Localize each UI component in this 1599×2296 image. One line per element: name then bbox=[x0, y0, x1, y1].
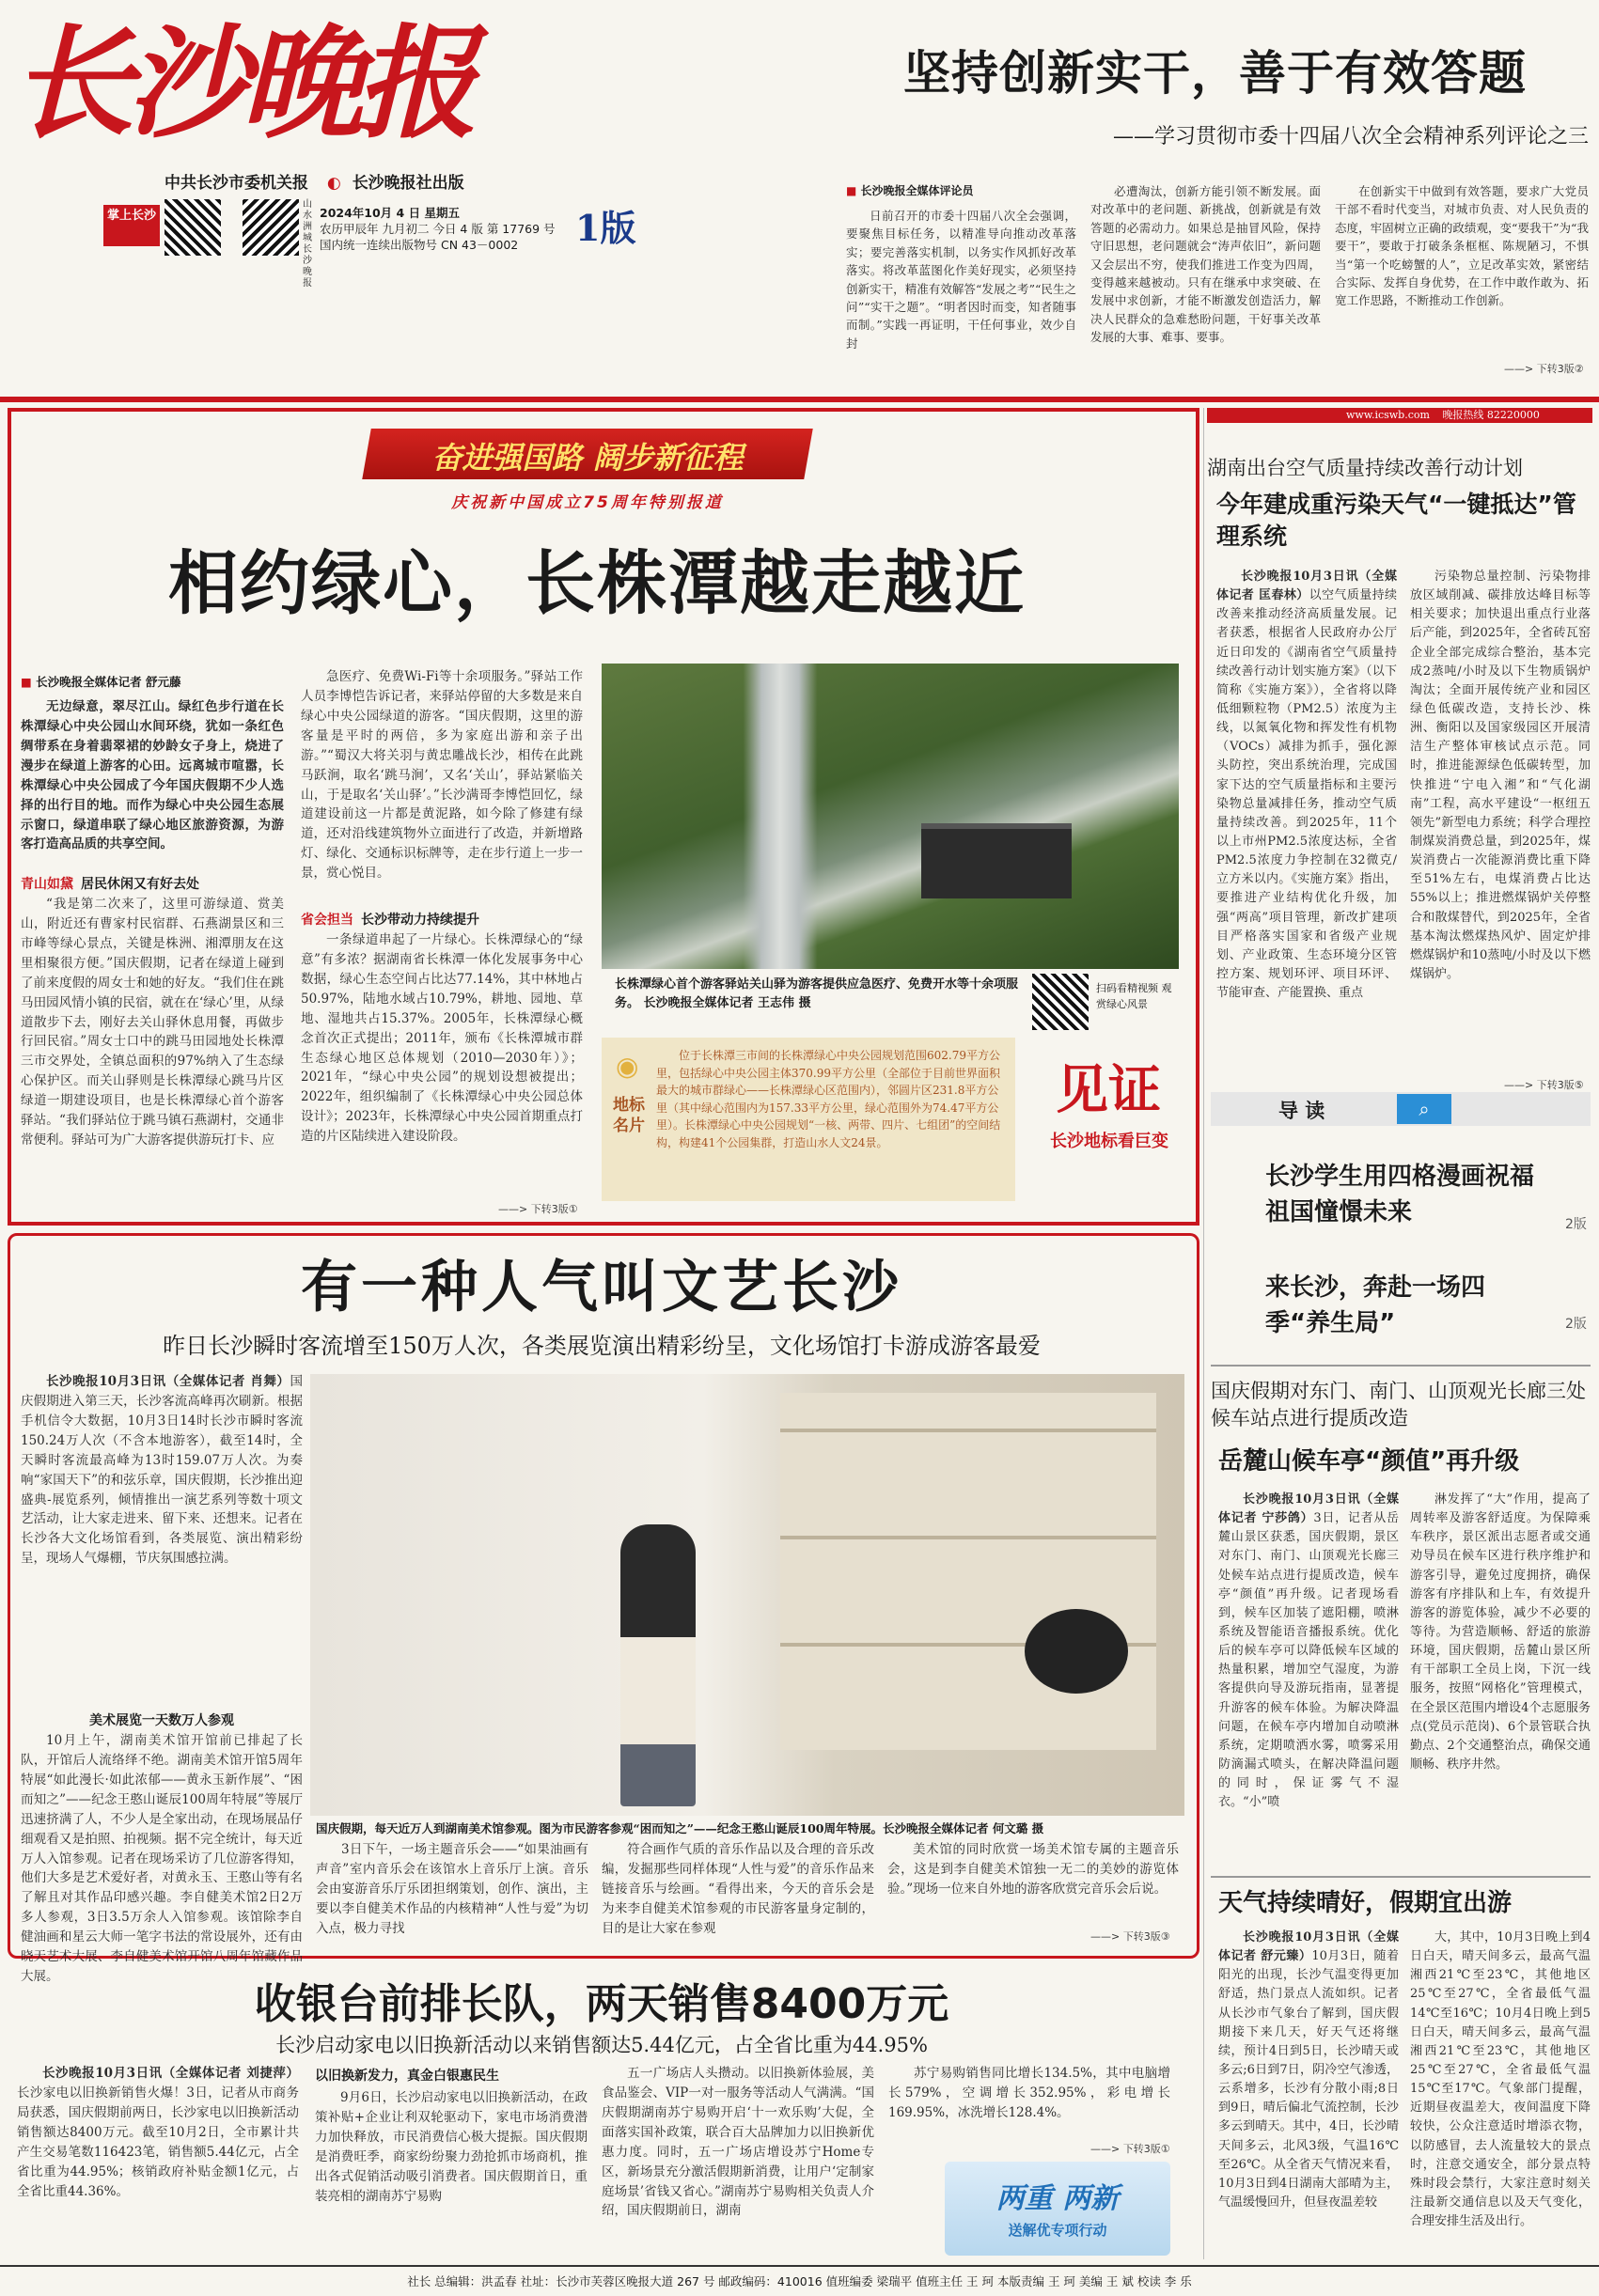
app-badge[interactable]: 掌上长沙 bbox=[103, 205, 160, 246]
shopping-col3: 五一广场店人头攒动。以旧换新体验展，美食品鉴会、VIP一对一服务等活动人气满满。“国庆假期湖南苏宁易购开启‘十一欢乐购’大促，全面落实国补政策，联合百大品牌加力以旧换新优惠力度。同时，五一广场店增设苏宁Home专区，新场景充分激活假期新消费，让用户‘定制家庭场景’省钱又省心。”湖南苏宁易购相关负责人介绍，国庆假期前日，湖南 bbox=[602, 2066, 874, 2219]
issue-lunar: 农历甲辰年 九月初二 今日 4 版 第 17769 号 bbox=[320, 222, 556, 236]
weather-col1: 长沙晚报10月3日讯（全媒体记者 舒元臻）10月3日，随着阳光的出现，长沙气温变得更加舒适，热门景点人流如织。记者从长沙市气象台了解到，国庆假期接下来几天，好天气还将继续，预计4日到5日，长沙晴天或多云;6日到7日，阴冷空气渗透，云系增多，长沙有分散小雨;8日到9日，晴后偏北气流控制，长沙多云到晴天。其中，4日，长沙晴天间多云，北风3级，气温16℃至26℃。从全省天气情况来看，10月3日到4日湖南大部晴为主，气温缓慢回升，但昼夜温差较 bbox=[1218, 1930, 1399, 2210]
park-col2: 淋发挥了“大”作用，提高了周转率及游客舒适度。为保障乘车秩序，景区派出志愿者或交通劝导员在候车区进行秩序维护和游客引导，避免过度拥挤，确保游客有序排队和上车，有效提升游客的游览体验，减少不必要的等待。为营造顺畅、舒适的旅游环境，国庆假期，岳麓山景区所有干部职工全员上岗，下沉一线服务，按照“网格化”管理模式，在全景区范围内增设4个志愿服务点(党员示范岗)、6个景管联合执勤点、2个交通整治点，确保交通顺畅、秩序井然。 bbox=[1410, 1492, 1591, 1772]
air-turn[interactable]: ——> 下转3版⑤ bbox=[1504, 1079, 1584, 1091]
lead-intro: 无边绿意，翠尽江山。绿红色步行道在长株潭绿心中央公园山水间环绕，犹如一条红色绸带系在身着翡翠裙的妙龄女子身上，烧进了漫步在绿道上游客的心田。远离城市喧嚣，长株潭绿心中央公园成了今年国庆假期不少人选择的出行目的地。而作为绿心中央公园生态展示窗口，绿道串联了绿心地区旅游资源，为游客打造高品质的共享空间。 bbox=[21, 699, 284, 852]
site-bar bbox=[1207, 408, 1592, 423]
weather-byline: 长沙晚报10月3日讯（全媒体记者 舒元臻） bbox=[1218, 1930, 1399, 1964]
park-byline: 长沙晚报10月3日讯（全媒体记者 宁莎鸽） bbox=[1218, 1492, 1399, 1526]
weather-title[interactable]: 天气持续晴好，假期宜出游 bbox=[1218, 1889, 1513, 1917]
culture-col1-bottom: 10月上午，湖南美术馆开馆前已排起了长队，开馆后人流络绎不绝。湖南美术馆开馆5周年特展“如此漫长·如此浓郁——黄永玉新作展”、“困而知之”——纪念王憨山诞辰100周年特展”等展厅迅速挤满了人，不少人是全家出动，在现场展品仔细观看又是拍照、拍视频。据不完全统计，每天近万人入馆参观。记者在现场采访了几位游客得知，他们大多是艺术爱好者，对黄永玉、王憨山等有名了解且对其作品印感兴趣。李自健美术馆2日2万多人参观，3日3.5万余人入馆参观。该馆除李自健油画和星云大师一笔字书法的常设展外，还有由晓天艺术大展、李自健美术馆开馆八周年馆藏作品大展。 bbox=[21, 1733, 303, 1985]
lead-col2: 急医疗、免费Wi-Fi等十余项服务。”驿站工作人员李博恺告诉记者，来驿站停留的大多数是来自绿心中央公园绿道的游客。“国庆假期，这里的游客量是平时的两倍，多为家庭出游和亲子出游。”“蜀汉大将关羽与黄忠雕战长沙，相传在此跳马跃涧，取名‘跳马涧’，又名‘关山’，驿站紧临关山，于是取名‘关山驿’。”长沙满哥李博恺回忆，绿道建设前这一片都是黄泥路，如今除了修建有绿道，还对沿线建筑物外立面进行了改造，并新增路灯、绿化、交通标识标牌等，走在步行道上一步一景，赏心悦目。 bbox=[301, 669, 583, 882]
lead-banner: 奋进强国路 阔步新征程 bbox=[431, 440, 744, 476]
park-divider bbox=[1211, 1876, 1591, 1878]
sponsor-text: 中共长沙市委机关报 bbox=[165, 174, 308, 193]
shopping-col4: 苏宁易购销售同比增长134.5%，其中电脑增长579%，空调增长352.95%，彩电增长169.95%，冰洗增长128.4%。 bbox=[888, 2066, 1170, 2120]
building-shape bbox=[921, 823, 1072, 898]
lead-banner-sub: 庆祝新中国成立75周年特别报道 bbox=[451, 493, 724, 512]
visitor-figure bbox=[620, 1524, 696, 1806]
sponsor-line bbox=[165, 169, 464, 193]
lead-title[interactable]: 相约绿心，长株潭越走越近 bbox=[168, 543, 1026, 624]
air-title[interactable]: 今年建成重污染天气“一键抵达”管理系统 bbox=[1216, 491, 1576, 550]
shopping-turn[interactable]: ——> 下转3版① bbox=[1090, 2143, 1170, 2155]
policy-badge[interactable] bbox=[945, 2162, 1170, 2256]
location-pin-icon: ◉ bbox=[616, 1051, 639, 1082]
policy-badge-sub: 送解优专项行动 bbox=[1008, 2222, 1107, 2239]
qr-code-2[interactable] bbox=[243, 199, 299, 256]
lead-byline: ■ 长沙晚报全媒体记者 舒元藤 bbox=[21, 675, 181, 689]
stamp-subtitle: 长沙地标看巨变 bbox=[1050, 1132, 1168, 1151]
culture-photo-caption: 国庆假期，每天近万人到湖南美术馆参观。图为市民游客参观“困而知之”——纪念王憨山诞辰100周年特展。长沙晚报全媒体记者 何文璐 摄 bbox=[316, 1821, 1044, 1835]
shopping-byline: 长沙晚报10月3日讯（全媒体记者 刘捷萍） bbox=[42, 2066, 299, 2081]
park-col1: 长沙晚报10月3日讯（全媒体记者 宁莎鸽）3日，记者从岳麓山景区获悉，国庆假期，景区对东门、南门、山顶观光长廊三处候车站点进行提质改造，候车亭“颜值”再升级。记者现场看到，候车区加装了遮阳棚，喷淋系统及智能语音播报系统。优化后的候车亭可以降低候车区域的热量积累，增加空气湿度，为游客提供向导及游玩指南，显著提升游客的候车体验。为解决降温问题，在候车亭内增加自动喷淋系统，定期喷洒水雾，喷雾采用防滴漏式喷头，在解决降温问题的同时，保证雾气不湿衣。“小”喷 bbox=[1218, 1492, 1399, 1810]
issue-info bbox=[320, 205, 564, 253]
culture-col1-top: 长沙晚报10月3日讯（全媒体记者 肖舞）国庆假期进入第三天，长沙客流高峰再次刷新。根据手机信令大数据，10月3日14时长沙市瞬时客流150.24万人次（不含本地游客），截至14时，全天瞬时客流最高峰为13时159.07万人次。为奏响“家国天下”的和弦乐章，国庆假期，长沙推出迎盛典-展览系列，倾情推出一演艺系列等数十项文艺活动，让大家走进来、留下来、还想来。记者在长沙各大文化场馆看到，各类展览、演出精彩纷呈，现场人气爆棚，节庆氛围感拉满。 bbox=[21, 1374, 303, 1567]
park-title[interactable]: 岳麓山候车亭“颜值”再升级 bbox=[1218, 1447, 1520, 1476]
lead-qr-code[interactable] bbox=[1032, 974, 1089, 1030]
culture-photo[interactable] bbox=[310, 1374, 1184, 1816]
landmark-card-label: 地标名片 bbox=[613, 1096, 645, 1136]
culture-col3: 符合画作气质的音乐作品以及合理的音乐改编，发掘那些同样体现“人性与爱”的音乐作品来链接音乐与绘画。“看得出来，今天的音乐会是为来李自健美术馆参观的市民游客量身定制的，目的是让大家在参观 bbox=[602, 1842, 874, 1936]
lead-section1-head: 青山如黛 居民休闲又有好去处 bbox=[21, 877, 199, 892]
air-col1: 长沙晚报10月3日讯（全媒体记者 匡春林）以空气质量持续改善来推动经济高质量发展。记者获悉，根据省人民政府办公厅近日印发的《湖南省空气质量持续改善行动计划实施方案》（以下简称《实施方案》），全省将以降低细颗粒物（PM2.5）浓度为主线，以氮氧化物和挥发性有机物（VOCs）减排为抓手，强化源头防控，突出系统治理，完成国家下达的空气质量指标和主要污染物总量减排任务，推动空气质量持续改善。到2025年，11个以上市州PM2.5浓度达标，全省PM2.5浓度力争控制在32微克/立方米以内。《实施方案》指出，要推进产业结构优化升级，加强“两高”项目管理，新改扩建项目严格落实国家和省级产业规划、产业政策、生态环境分区管控方案、规划环评、项目环评、节能审查、产能置换、重点 bbox=[1216, 570, 1397, 1001]
lead-section1-body: “我是第二次来了，这里可游绿道、赏美山，附近还有曹家村民宿群、石燕湖景区和三市峰等绿心景点，关键是株洲、湘潭朋友在这里相聚很方便。”国庆假期，记者在绿道上碰到了前来度假的周女士和她的好友。“我们住在跳马田园风情小镇的民宿，就在在‘绿心’里，从绿道散步下去，刚好去关山驿休息用餐，再做步行回民宿。”周女士口中的跳马田园地处长株潭三市交界处，全镇总面积的97%纳入了生态绿心保护区。而关山驿则是长株潭绿心跳马片区绿道一期建设项目，也是长株潭绿心首个游客驿站。“我们驿站位于跳马镇石燕湖村，交通非常便利。驿站可为广大游客提供游玩打卡、应 bbox=[21, 897, 284, 1148]
lead-turn[interactable]: ——> 下转3版① bbox=[498, 1203, 578, 1215]
air-kicker: 湖南出台空气质量持续改善行动计划 bbox=[1207, 457, 1523, 479]
hotline: 晚报热线 82220000 bbox=[1442, 409, 1540, 421]
publisher-emblem-icon: ◐ bbox=[326, 174, 341, 193]
issue-cn: 国内统一连续出版物号 CN 43－0002 bbox=[320, 238, 519, 252]
masthead-logo bbox=[11, 13, 472, 154]
air-col2: 污染物总量控制、污染物排放区域削减、碳排放达峰目标等相关要求；加快退出重点行业落后产能，到2025年，全省砖瓦窑企业全部完成综合整治，基本完成2蒸吨/小时及以下生物质锅炉淘汰；全面开展传统产业和园区绿色低碳改造，支持长沙、株洲、衡阳以及国家级园区开展清洁生产整体审核试点示范。同时，推进能源绿色低碳转型，加快推进“宁电入湘”和“气化湖南”工程，高水平建设“一枢纽五领先”新型电力系统；科学合理控制煤炭消费总量，到2025年，煤炭消费占一次能源消费比重下降至51%左右，电煤消费占比达55%以上；推进燃煤锅炉关停整合和散煤替代，到2025年，全省基本淘汰燃煤热风炉、固定炉排燃煤锅炉和10蒸吨/小时及以下燃煤锅炉。 bbox=[1410, 570, 1591, 981]
guide-item-2[interactable]: 来长沙，奔赴一场四季“养生局” bbox=[1265, 1273, 1486, 1337]
qr-code-1[interactable] bbox=[165, 199, 221, 256]
logo-text: 长沙晚报 bbox=[11, 11, 471, 155]
weather-col2: 大，其中，10月3日晚上到4日白天，晴天间多云，最高气温湘西21℃至23℃，其他地区25℃至27℃，全省最低气温14℃至16℃；10月4日晚上到5日白天，晴天间多云，最高气温湘西21℃至23℃，其他地区25℃至27℃，全省最低气温15℃至17℃。气象部门提醒，近期昼夜温差大，夜间温度下降较快，公众注意适时增添衣物，以防感冒，去人流量较大的景点时，注意交通安全，部分景点特殊时段会禁行，大家注意时刻关注最新交通信息以及天气变化，合理安排生活及出行。 bbox=[1410, 1930, 1591, 2229]
guide-divider bbox=[1211, 1365, 1591, 1367]
publisher-text: 长沙晚报社出版 bbox=[352, 174, 464, 193]
editorial-subtitle: ——学习贯彻市委十四届八次全会精神系列评论之三 bbox=[1112, 125, 1589, 148]
lead-section2-body: 一条绿道串起了一片绿心。长株潭绿心的“绿意”有多浓？据湖南省长株潭一体化发展事务中心数据，绿心生态空间占比达77.14%，其中林地占50.97%，陆地水域占10.79%，耕地、园地、草地、湿地共占15.37%。2005年，长株潭绿心概念首次正式提出；2011年，颁布《长株潭城市群生态绿心地区总体规划（2010—2030年）》；2021年，“绿心中央公园”的规划设想被提出；2022年，组织编制了《长株潭绿心中央公园总体设计》；2023年，长株潭绿心中央公园首期重点打造的片区陆续进入建设阶段。 bbox=[301, 932, 583, 1145]
culture-byline: 长沙晚报10月3日讯（全媒体记者 肖舞） bbox=[46, 1374, 290, 1389]
artwork-wall bbox=[780, 1393, 1156, 1750]
editorial-byline: ■ 长沙晚报全媒体评论员 bbox=[846, 184, 974, 197]
lead-photo[interactable] bbox=[602, 664, 1179, 969]
footer-rule bbox=[0, 2265, 1599, 2267]
guide-label: 导 读 bbox=[1278, 1100, 1325, 1122]
stamp-jianzheng: 见证 bbox=[1056, 1060, 1161, 1121]
footer-line: 社长 总编辑：洪孟春 社址：长沙市芙蓉区晚报大道 267 号 邮政编码：410016 值班编委 梁瑞平 值班主任 王 珂 本版责编 王 珂 美编 王 斌 校读 李 乐 bbox=[407, 2274, 1192, 2288]
landmark-card-text: 位于长株潭三市间的长株潭绿心中央公园规划范围602.79平方公里，包括绿心中央公园主体370.99平方公里（全部位于目前世界面积最大的城市群绿心——长株潭绿心区范围内），邻圆片区231.8平方公里（其中绿心范围内为157.33平方公里，绿心范围外为74.47平方公里）。长株潭绿心中央公园规划“一核、两带、四片、七组团”的空间结构，构建41个公园集群，打造山水人文24景。 bbox=[656, 1049, 1001, 1149]
site-url[interactable]: www.icswb.com bbox=[1346, 409, 1430, 421]
guide-item-1[interactable]: 长沙学生用四格漫画祝福祖国憧憬未来 bbox=[1265, 1163, 1535, 1226]
shopping-subtitle: 长沙启动家电以旧换新活动以来销售额达5.44亿元，占全省比重为44.95% bbox=[275, 2034, 928, 2056]
culture-section-head: 美术展览一天数万人参观 bbox=[89, 1713, 234, 1728]
lead-section2-head: 省会担当 长沙带动力持续提升 bbox=[301, 913, 479, 928]
lead-qr-caption: 扫码看精视频 观赏绿心风景 bbox=[1096, 982, 1172, 1010]
edition-number: 1版 bbox=[575, 207, 636, 249]
policy-badge-title: 两重 两新 bbox=[995, 2182, 1120, 2215]
editorial-col1: 日前召开的市委十四届八次全会强调，要聚焦目标任务，以精准导向推动改革落实；要完善落实机制，以务实作风抓好改革落实。将改革蓝图化作美好现实，必须坚持创新实干，精准有效解答“发展之考”“民生之问”“实干之题”。“明者因时而变，知者随事而制。”实践一再证明，干任何事业，效少自封 bbox=[846, 209, 1076, 351]
guide-item-1-page: 2版 bbox=[1565, 1217, 1587, 1232]
issue-date: 2024年10月 4 日 星期五 bbox=[320, 206, 460, 220]
guide-item-2-page: 2版 bbox=[1565, 1317, 1587, 1332]
culture-col4: 美术馆的同时欣赏一场美术馆专属的主题音乐会，这是到李自健美术馆独一无二的美妙的游览体验。”现场一位来自外地的游客欣赏完音乐会后说。 bbox=[887, 1842, 1179, 1897]
air-byline: 长沙晚报10月3日讯（全媒体记者 匡春林） bbox=[1216, 570, 1397, 603]
culture-subtitle: 昨日长沙瞬时客流增至150万人次，各类展览演出精彩纷呈，文化场馆打卡游成游客最爱 bbox=[163, 1333, 1041, 1359]
editorial-title[interactable]: 坚持创新实干，善于有效答题 bbox=[903, 46, 1527, 101]
culture-turn[interactable]: ——> 下转3版③ bbox=[1090, 1930, 1170, 1943]
top-divider bbox=[0, 397, 1599, 402]
culture-col2: 3日下午，一场主题音乐会——“如果油画有声音”室内音乐会在该馆水上音乐厅上演。音乐会由宴游音乐厅乐团担纲策划，创作、演出，主要以李自健美术作品的内核精神“人性与爱”为切入点，极力寻找 bbox=[316, 1842, 588, 1936]
shopping-section-head: 以旧换新发力，真金白银惠民生 bbox=[315, 2069, 499, 2084]
column-divider bbox=[1203, 408, 1204, 2259]
park-kicker: 国庆假期对东门、南门、山顶观光长廊三处候车站点进行提质改造 bbox=[1211, 1380, 1586, 1430]
shopping-title[interactable]: 收银台前排长队，两天销售8400万元 bbox=[254, 1980, 949, 2028]
lead-photo-caption: 长株潭绿心首个游客驿站关山驿为游客提供应急医疗、免费开水等十余项服务。 长沙晚报全媒体记者 王志伟 摄 bbox=[615, 977, 1019, 1010]
highway-shape bbox=[687, 664, 872, 969]
insect-painting bbox=[1025, 1609, 1128, 1694]
shopping-col1: 长沙晚报10月3日讯（全媒体记者 刘捷萍）长沙家电以旧换新销售火爆！3日，记者从市商务局获悉，国庆假期前两日，长沙家电以旧换新活动销售额达8400万元。截至10月2日，全市累计共产生交易笔数116423笔，销售额5.44亿元，占全省比重为44.95%；核销政府补贴金额1亿元，占全省比重44.36%。 bbox=[17, 2066, 299, 2199]
editorial-turn[interactable]: ——> 下转3版② bbox=[1504, 363, 1584, 375]
editorial-col2: 必遭淘汰，创新方能引领不断发展。面对改革中的老问题、新挑战，创新就是有效答题的必需动力。如果总是抽冒风险，保持守旧思想，老问题就会“涛声依旧”，新问题又会层出不穷，使我们推进工作变为四周，变得越来越被动。只有在继承中求突破、在发展中求创新，才能不断激发创造活力，解决人民群众的急难愁盼问题，干好事关改革发展的大事、难事、要事。 bbox=[1090, 184, 1321, 344]
editorial-col3: 在创新实干中做到有效答题，要求广大党员干部不看时代变当，对城市负责、对人民负责的态度，牢固树立正确的政绩观，变“要我干”为“我要干”，要敢于打破条条框框、陈规陋习，不惧当“第一个吃螃蟹的人”，立足改革实效，紧密结合实际、发挥自身优势，在工作中敢作敢为、拓宽工作思路，不断推动工作创新。 bbox=[1335, 184, 1589, 308]
shopping-col2: 9月6日，长沙启动家电以旧换新活动，在政策补贴+企业让利双轮驱动下，家电市场消费潜力加快释放，市民消费信心极大提振。国庆假期是消费旺季，商家纷纷聚力劲抢抓市场商机，推出各式促销活动吸引消费者。国庆假期首日，重装亮相的湖南苏宁易购 bbox=[315, 2090, 588, 2204]
search-icon[interactable]: ⌕ bbox=[1397, 1094, 1451, 1124]
qr-label: 山水洲城 长沙晚报 bbox=[303, 199, 312, 289]
culture-title[interactable]: 有一种人气叫文艺长沙 bbox=[301, 1255, 902, 1320]
